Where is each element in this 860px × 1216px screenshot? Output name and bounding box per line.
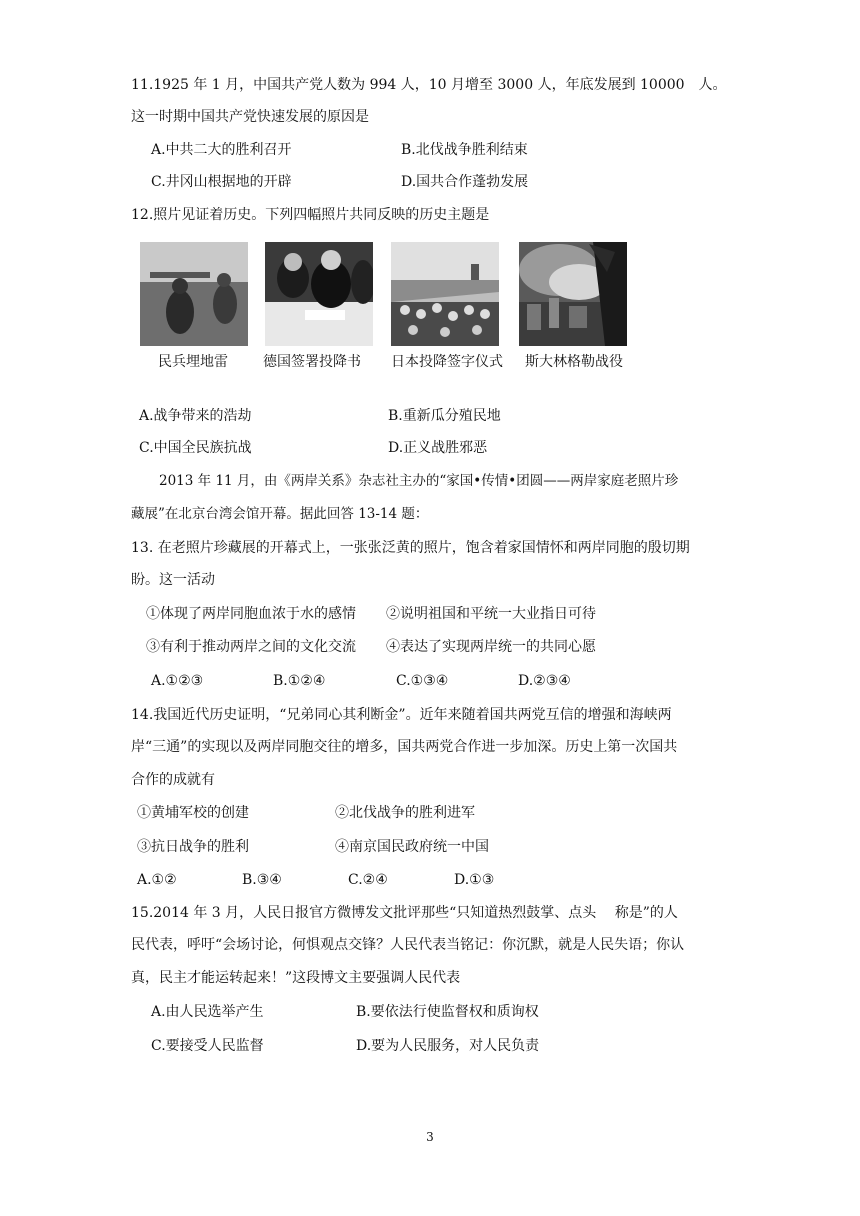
q14-stem-line1: 14.我国近代历史证明，“兄弟同心其利断金”。近年来随着国共两党互信的增强和海峡两 xyxy=(131,707,672,723)
q12-option-a: A.战争带来的浩劫 xyxy=(139,408,252,424)
q14-item-4: ④南京国民政府统一中国 xyxy=(335,839,489,855)
q11-stem-line1: 11.1925 年 1 月，中国共产党人数为 994 人，10 月增至 3000 人，年底发展到 10000 人。 xyxy=(131,77,727,93)
q13-option-a: A.①②③ xyxy=(151,673,204,689)
q15-stem-line2: 民代表，呼吁“会场讨论，何惧观点交锋？人民代表当铭记：你沉默，就是人民失语；你认 xyxy=(131,937,685,953)
q13-option-d: D.②③④ xyxy=(518,673,571,689)
q12-option-d: D.正义战胜邪恶 xyxy=(388,440,488,456)
intro-line2: 藏展”在北京台湾会馆开幕。据此回答 13-14 题： xyxy=(131,506,429,522)
photo-stalingrad-battle xyxy=(519,242,627,346)
q14-option-d: D.①③ xyxy=(454,872,495,888)
q14-option-b: B.③④ xyxy=(242,872,282,888)
q15-option-c: C.要接受人民监督 xyxy=(151,1038,264,1054)
q11-option-b: B.北伐战争胜利结束 xyxy=(401,142,528,158)
q14-item-2: ②北伐战争的胜利进军 xyxy=(335,805,475,821)
page-number: 3 xyxy=(426,1130,434,1144)
q15-option-b: B.要依法行使监督权和质询权 xyxy=(356,1004,539,1020)
photo-germany-surrender xyxy=(265,242,373,346)
q13-stem-line1: 13. 在老照片珍藏展的开幕式上，一张张泛黄的照片，饱含着家国情怀和两岸同胞的殷切期 xyxy=(131,540,690,556)
q13-item-4: ④表达了实现两岸统一的共同心愿 xyxy=(386,639,596,655)
q11-option-c: C.井冈山根据地的开辟 xyxy=(151,174,292,190)
q14-item-3: ③抗日战争的胜利 xyxy=(137,839,249,855)
q13-item-2: ②说明祖国和平统一大业指日可待 xyxy=(386,606,596,622)
q12-option-b: B.重新瓜分殖民地 xyxy=(388,408,501,424)
photo-japan-surrender xyxy=(391,242,499,346)
q14-stem-line3: 合作的成就有 xyxy=(131,772,215,788)
q14-option-a: A.①② xyxy=(137,872,177,888)
photo-caption-1: 民兵埋地雷 xyxy=(158,354,228,370)
q15-option-d: D.要为人民服务，对人民负责 xyxy=(356,1038,540,1054)
q13-option-b: B.①②④ xyxy=(273,673,326,689)
q14-option-c: C.②④ xyxy=(348,872,388,888)
q11-option-a: A.中共二大的胜利召开 xyxy=(151,142,292,158)
q13-item-1: ①体现了两岸同胞血浓于水的感情 xyxy=(146,606,356,622)
intro-line1: 2013 年 11 月，由《两岸关系》杂志社主办的“家国•传情•团圆——两岸家庭老照片珍 xyxy=(159,473,679,489)
q11-stem-line2: 这一时期中国共产党快速发展的原因是 xyxy=(131,109,369,125)
q15-stem-line3: 真，民主才能运转起来！”这段博文主要强调人民代表 xyxy=(131,970,461,986)
photo-caption-4: 斯大林格勒战役 xyxy=(525,354,623,370)
q11-option-d: D.国共合作蓬勃发展 xyxy=(401,174,529,190)
q12-stem: 12.照片见证着历史。下列四幅照片共同反映的历史主题是 xyxy=(131,207,490,223)
photo-caption-3: 日本投降签字仪式 xyxy=(391,354,503,370)
q12-option-c: C.中国全民族抗战 xyxy=(139,440,252,456)
q15-stem-line1: 15.2014 年 3 月，人民日报官方微博发文批评那些“只知道热烈鼓掌、点头 称是”的人 xyxy=(131,905,678,921)
q13-option-c: C.①③④ xyxy=(396,673,449,689)
q13-stem-line2: 盼。这一活动 xyxy=(131,572,215,588)
q14-stem-line2: 岸“三通”的实现以及两岸同胞交往的增多，国共两党合作进一步加深。历史上第一次国共 xyxy=(131,739,678,755)
q14-item-1: ①黄埔军校的创建 xyxy=(137,805,249,821)
photo-caption-2: 德国签署投降书 xyxy=(263,354,361,370)
q15-option-a: A.由人民选举产生 xyxy=(151,1004,264,1020)
photo-militia-landmine xyxy=(140,242,248,346)
q13-item-3: ③有利于推动两岸之间的文化交流 xyxy=(146,639,356,655)
